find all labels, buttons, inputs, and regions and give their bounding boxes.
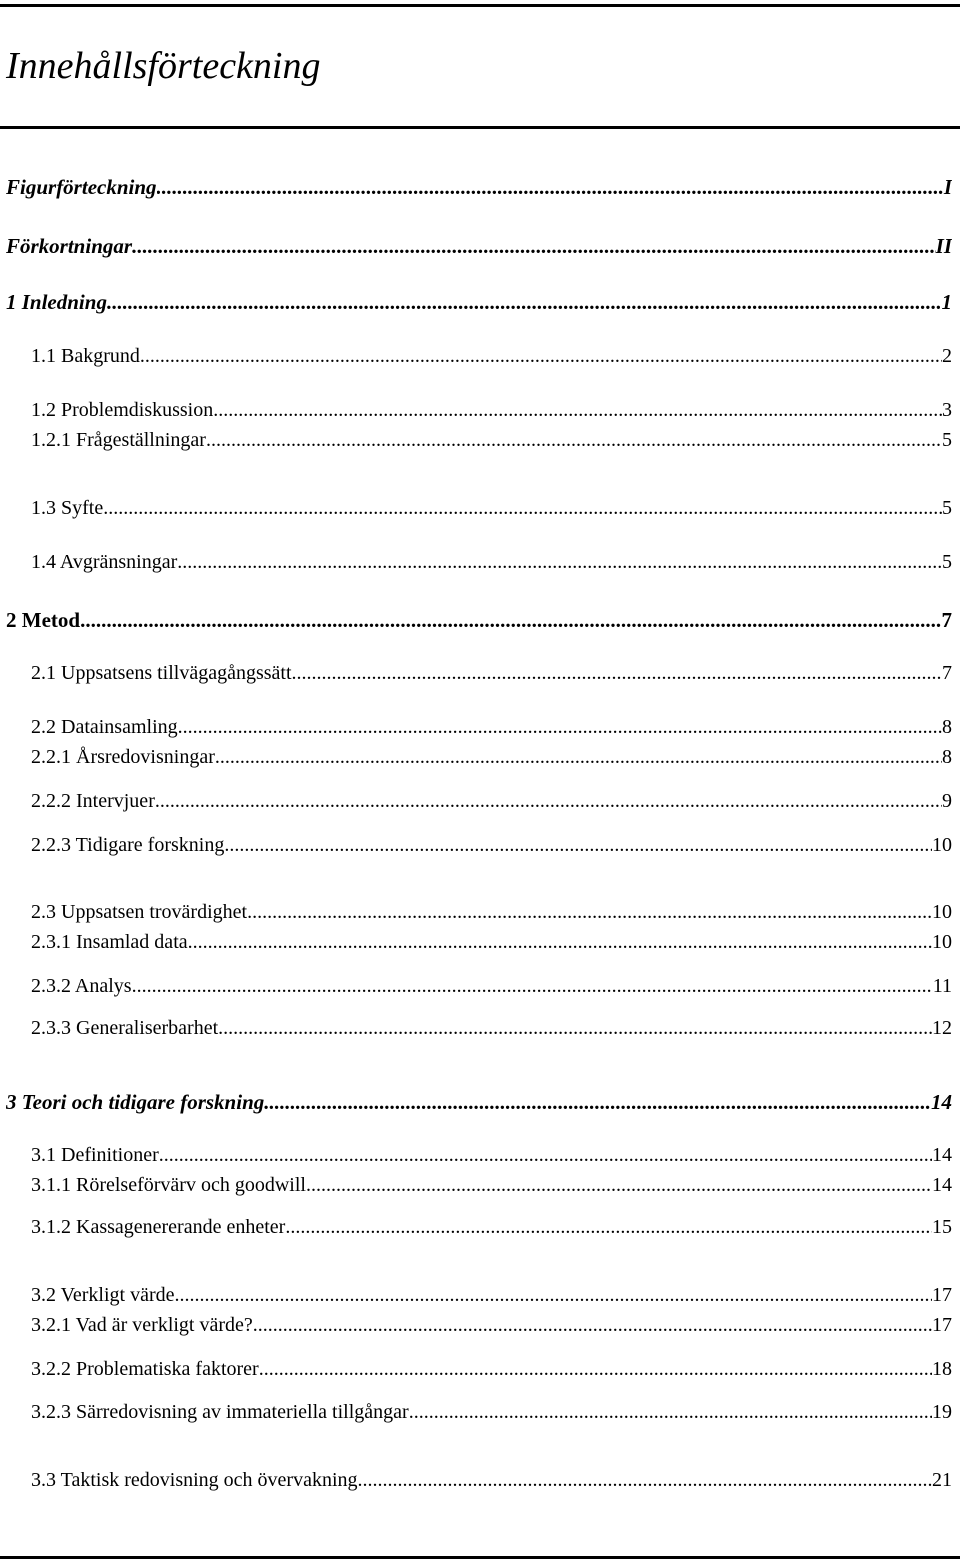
toc-entry-title: 2.3.2 Analys bbox=[31, 975, 132, 997]
toc-dot-leader bbox=[175, 1280, 933, 1310]
toc-entry-page: 21 bbox=[932, 1469, 952, 1491]
toc-entry-page: 10 bbox=[932, 901, 952, 923]
toc-entry[interactable] bbox=[31, 927, 952, 957]
toc-entry-page: 19 bbox=[932, 1401, 952, 1423]
toc-entry-page: 5 bbox=[942, 497, 952, 519]
toc-entry-page: 9 bbox=[942, 790, 952, 812]
toc-dot-leader bbox=[259, 1354, 932, 1384]
toc-entry-page: 3 bbox=[942, 399, 952, 421]
toc-entry-title: 1.1 Bakgrund bbox=[31, 345, 140, 367]
toc-entry-page: 17 bbox=[932, 1284, 952, 1306]
toc-entry[interactable] bbox=[31, 786, 952, 816]
toc-dot-leader bbox=[218, 1013, 932, 1043]
toc-entry-page: 7 bbox=[941, 608, 952, 632]
toc-entry-title: 3.2.3 Särredovisning av immateriella tillgångar bbox=[31, 1401, 409, 1423]
toc-entry[interactable] bbox=[6, 605, 952, 635]
toc-entry[interactable] bbox=[6, 231, 952, 261]
toc-dot-leader bbox=[159, 1140, 932, 1170]
toc-dot-leader bbox=[358, 1465, 932, 1495]
toc-entry-page: 2 bbox=[942, 345, 952, 367]
toc-entry-title: 2.2.1 Årsredovisningar bbox=[31, 746, 215, 768]
toc-entry[interactable] bbox=[31, 395, 952, 425]
toc-dot-leader bbox=[103, 493, 942, 523]
toc-entry-title: 3.1.2 Kassagenererande enheter bbox=[31, 1216, 286, 1238]
toc-entry-title: 2.3.1 Insamlad data bbox=[31, 931, 188, 953]
bottom-rule bbox=[0, 1556, 960, 1559]
toc-dot-leader bbox=[107, 287, 942, 317]
toc-entry-page: 17 bbox=[932, 1314, 952, 1336]
toc-entry-title: 3.1 Definitioner bbox=[31, 1144, 159, 1166]
toc-entry-page: 8 bbox=[942, 716, 952, 738]
toc-entry-page: 10 bbox=[932, 834, 952, 856]
toc-entry-title: 3.2.2 Problematiska faktorer bbox=[31, 1358, 259, 1380]
toc-entry-title: 1.4 Avgränsningar bbox=[31, 551, 178, 573]
toc-entry-title: 2.3 Uppsatsen trovärdighet bbox=[31, 901, 248, 923]
toc-entry-page: I bbox=[943, 175, 952, 199]
toc-dot-leader bbox=[292, 658, 942, 688]
toc-dot-leader bbox=[132, 971, 933, 1001]
toc-entry-page: 8 bbox=[942, 746, 952, 768]
toc-dot-leader bbox=[215, 742, 942, 772]
toc-dot-leader bbox=[206, 425, 942, 455]
toc-dot-leader bbox=[285, 1212, 932, 1242]
toc-entry-title: 2.2.2 Intervjuer bbox=[31, 790, 155, 812]
toc-entry[interactable] bbox=[6, 1087, 952, 1117]
toc-entry[interactable] bbox=[31, 1310, 952, 1340]
toc-entry[interactable] bbox=[31, 341, 952, 371]
toc-entry-page: 14 bbox=[932, 1174, 952, 1196]
toc-entry[interactable] bbox=[31, 1140, 952, 1170]
toc-entry-title: 2.2 Datainsamling bbox=[31, 716, 178, 738]
toc-entry[interactable] bbox=[6, 172, 952, 202]
toc-entry-page: 15 bbox=[932, 1216, 952, 1238]
toc-entry-page: 5 bbox=[942, 551, 952, 573]
toc-entry-title: 2.1 Uppsatsens tillvägagångssätt bbox=[31, 662, 292, 684]
toc-entry-page: 14 bbox=[932, 1144, 952, 1166]
toc-entry[interactable] bbox=[31, 1397, 952, 1427]
toc-entry-title: 3.2.1 Vad är verkligt värde? bbox=[31, 1314, 253, 1336]
toc-entry-title: 3.3 Taktisk redovisning och övervakning bbox=[31, 1469, 358, 1491]
toc-entry-title: 1.2.1 Frågeställningar bbox=[31, 429, 206, 451]
toc-dot-leader bbox=[80, 605, 941, 635]
toc-dot-leader bbox=[247, 897, 932, 927]
toc-entry-page: 1 bbox=[941, 290, 952, 314]
toc-entry[interactable] bbox=[31, 742, 952, 772]
toc-dot-leader bbox=[264, 1087, 931, 1117]
toc-entry-title: 2 Metod bbox=[6, 608, 81, 632]
toc-entry-title: Figurförteckning bbox=[6, 175, 157, 199]
toc-entry[interactable] bbox=[31, 712, 952, 742]
toc-dot-leader bbox=[188, 927, 932, 957]
title-rule bbox=[0, 126, 960, 129]
toc-entry-page: 7 bbox=[942, 662, 952, 684]
toc-dot-leader bbox=[132, 231, 936, 261]
toc-dot-leader bbox=[155, 786, 942, 816]
toc-entry-title: 3 Teori och tidigare forskning bbox=[6, 1090, 265, 1114]
toc-entry-page: 12 bbox=[932, 1017, 952, 1039]
toc-dot-leader bbox=[253, 1310, 932, 1340]
toc-dot-leader bbox=[224, 830, 932, 860]
toc-dot-leader bbox=[409, 1397, 932, 1427]
toc-entry-page: 10 bbox=[932, 931, 952, 953]
toc-entry-title: 2.3.3 Generaliserbarhet bbox=[31, 1017, 219, 1039]
toc-entry[interactable] bbox=[31, 1170, 952, 1200]
toc-entry[interactable] bbox=[31, 971, 952, 1001]
toc-entry[interactable] bbox=[31, 1212, 952, 1242]
toc-entry-title: 3.1.1 Rörelseförvärv och goodwill bbox=[31, 1174, 306, 1196]
toc-entry-page: II bbox=[935, 234, 952, 258]
toc-entry[interactable] bbox=[6, 287, 952, 317]
toc-entry-title: Förkortningar bbox=[6, 234, 133, 258]
page-title: Innehållsförteckning bbox=[6, 45, 321, 87]
top-rule bbox=[0, 4, 960, 7]
toc-dot-leader bbox=[140, 341, 942, 371]
toc-entry[interactable] bbox=[31, 547, 952, 577]
toc-dot-leader bbox=[157, 172, 944, 202]
toc-entry[interactable] bbox=[31, 1013, 952, 1043]
toc-entry-title: 2.2.3 Tidigare forskning bbox=[31, 834, 225, 856]
toc-entry-title: 1.3 Syfte bbox=[31, 497, 104, 519]
toc-dot-leader bbox=[177, 547, 942, 577]
toc-entry[interactable] bbox=[31, 493, 952, 523]
toc-dot-leader bbox=[213, 395, 942, 425]
toc-entry[interactable] bbox=[31, 1354, 952, 1384]
toc-entry[interactable] bbox=[31, 1280, 952, 1310]
toc-entry[interactable] bbox=[31, 1465, 952, 1495]
toc-dot-leader bbox=[178, 712, 942, 742]
toc-entry[interactable] bbox=[31, 425, 952, 455]
toc-entry-title: 1 Inledning bbox=[6, 290, 107, 314]
toc-dot-leader bbox=[306, 1170, 932, 1200]
toc-entry-title: 1.2 Problemdiskussion bbox=[31, 399, 214, 421]
toc-entry-page: 11 bbox=[932, 975, 952, 997]
toc-entry[interactable] bbox=[31, 658, 952, 688]
toc-entry-page: 18 bbox=[932, 1358, 952, 1380]
toc-entry-page: 14 bbox=[931, 1090, 952, 1114]
toc-entry[interactable] bbox=[31, 830, 952, 860]
toc-entry-title: 3.2 Verkligt värde bbox=[31, 1284, 175, 1306]
toc-entry-page: 5 bbox=[942, 429, 952, 451]
toc-entry[interactable] bbox=[31, 897, 952, 927]
